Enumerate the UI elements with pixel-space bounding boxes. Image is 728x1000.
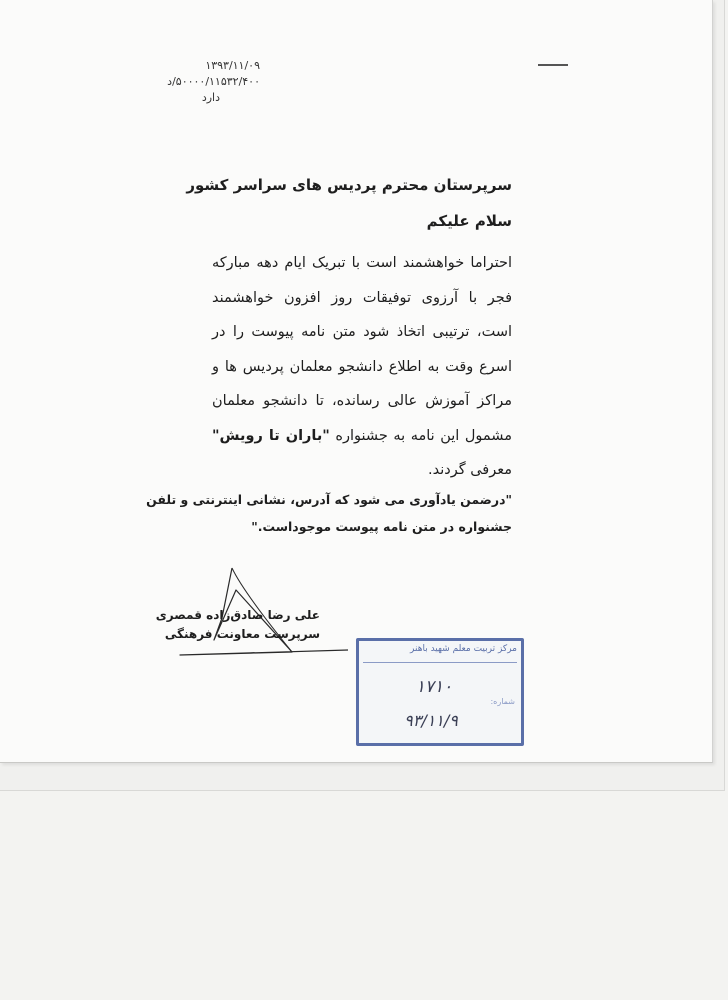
addressee: سرپرستان محترم پردیس های سراسر کشور bbox=[186, 176, 512, 194]
note-line-2: جشنواره در متن نامه پیوست موجوداست." bbox=[251, 519, 512, 534]
letter-number: ۵۰۰۰۰/۱۱۵۳۲/۴۰۰/د bbox=[167, 75, 260, 88]
body-text-end: معرفی گردند. bbox=[427, 462, 512, 478]
greeting: سلام علیکم bbox=[426, 212, 512, 230]
registration-stamp bbox=[356, 638, 524, 746]
body-text-start: احتراما خواهشمند است با تبریک ایام دهه مبارکه فجر با آرزوی توفیقات روز افزون خواهشمند است، ترتیبی اتخاذ شود متن نامه پیوست را در اسرع وقت به اطلاع دانشجو معلمان پردیس ها و مراکز آموزش عالی رسانده، تا دانشجو معلمان مشمول این نامه به جشنواره bbox=[212, 255, 512, 444]
stamp-number-label: شماره: bbox=[490, 697, 515, 706]
signer-title: سرپرست معاونت فرهنگی bbox=[164, 627, 320, 641]
festival-name: "باران تا رویش" bbox=[212, 427, 330, 444]
note-line-1: "درضمن یادآوری می شود که آدرس، نشانی اینترنتی و تلفن bbox=[146, 492, 512, 507]
stamp-title: مرکز تربیت معلم شهید باهنر bbox=[363, 644, 517, 663]
letter-date: ۱۳۹۳/۱۱/۰۹ bbox=[205, 59, 260, 72]
letter-attachment: دارد bbox=[201, 91, 220, 104]
signer-name: علی رضا صادق‌زاده قمصری bbox=[155, 608, 320, 622]
stamp-date: ۹۳/۱۱/۹ bbox=[404, 711, 458, 730]
signature-block bbox=[155, 606, 320, 644]
stamp-number: ۱۷۱۰ bbox=[415, 677, 453, 697]
